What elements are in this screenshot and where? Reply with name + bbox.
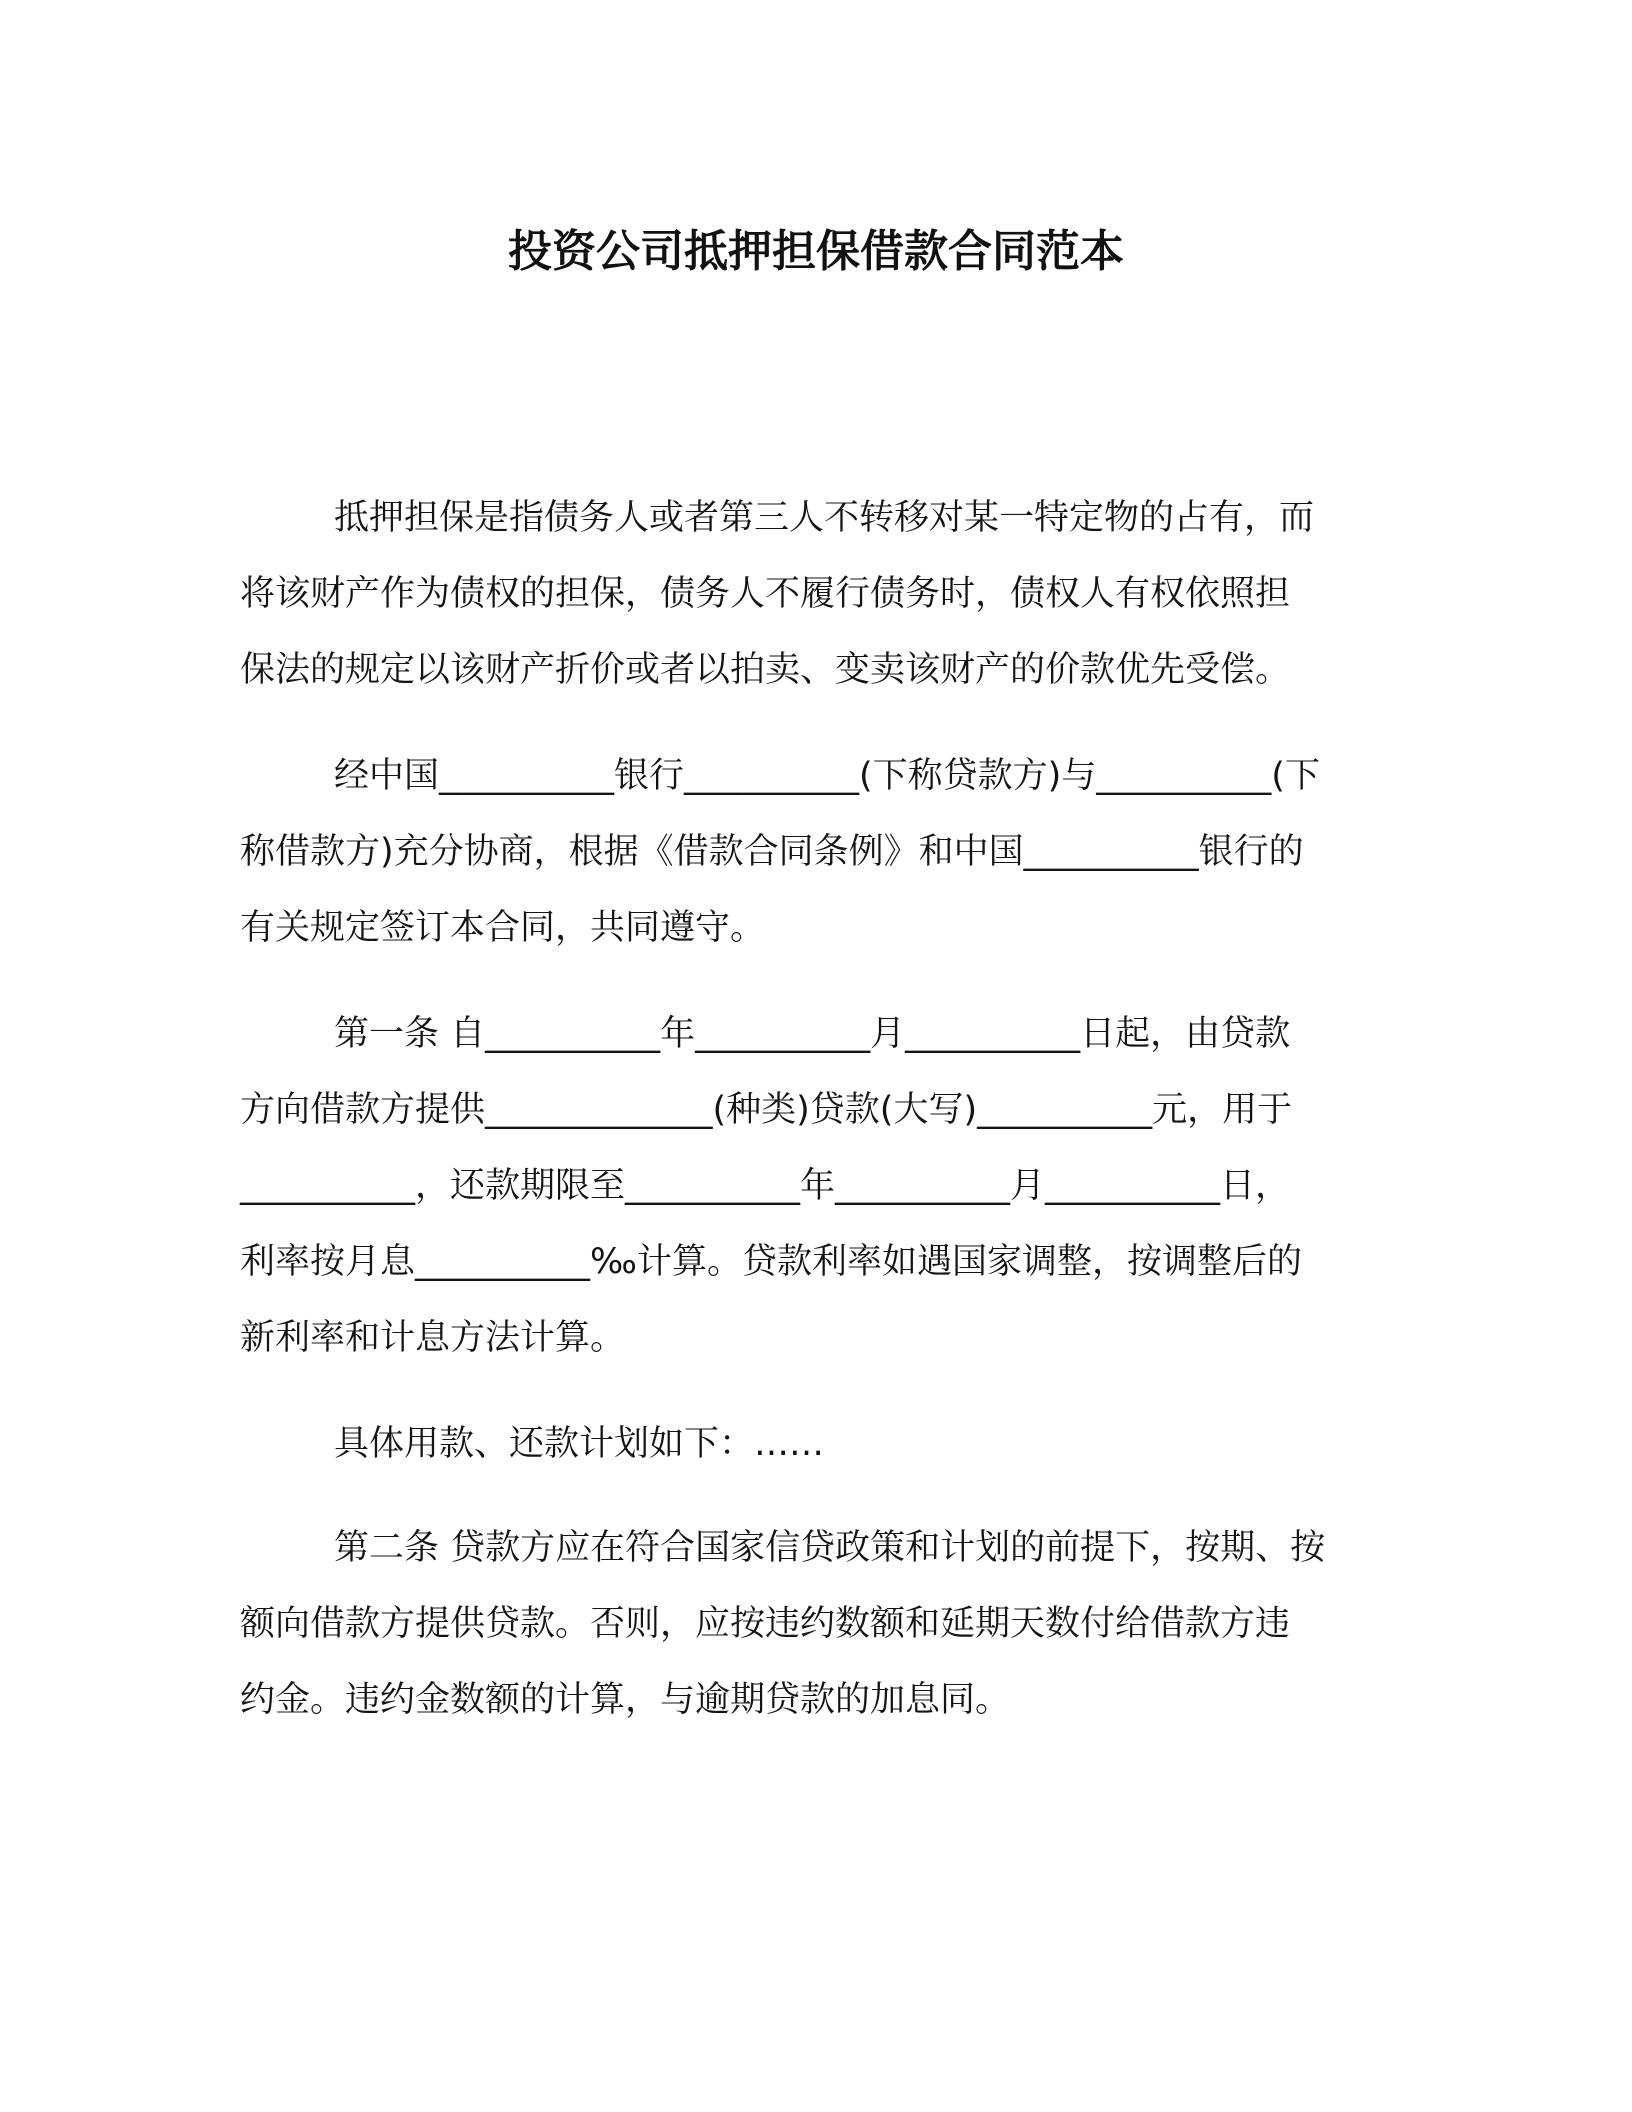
paragraph-line: 保法的规定以该财产折价或者以拍卖、变卖该财产的价款优先受偿。 [240,650,1291,690]
paragraph-line: 方向借款方提供_____________(种类)贷款(大写)__________元，用于 [240,1090,1293,1130]
paragraph-line: 额向借款方提供贷款。否则，应按违约数额和延期天数付给借款方违 [240,1604,1291,1644]
paragraph-line: 利率按月息__________‰计算。贷款利率如遇国家调整，按调整后的 [240,1242,1302,1282]
paragraph-line: 有关规定签订本合同，共同遵守。 [240,908,766,948]
paragraph-line: 称借款方)充分协商，根据《借款合同条例》和中国__________银行的 [240,832,1304,872]
paragraph-line: 经中国__________银行__________(下称贷款方)与__________(下 [334,756,1320,796]
paragraph-line: 将该财产作为债权的担保，债务人不履行债务时，债权人有权依照担 [240,574,1291,614]
document-title: 投资公司抵押担保借款合同范本 [508,226,1124,277]
paragraph-line: __________，还款期限至__________年__________月__________日， [240,1166,1291,1206]
paragraph-line: 具体用款、还款计划如下：…… [334,1424,825,1464]
paragraph-line: 第二条 贷款方应在符合国家信贷政策和计划的前提下，按期、按 [334,1528,1326,1568]
paragraph-line: 新利率和计息方法计算。 [240,1318,626,1358]
paragraph-line: 抵押担保是指债务人或者第三人不转移对某一特定物的占有，而 [334,498,1315,538]
paragraph-line: 约金。违约金数额的计算，与逾期贷款的加息同。 [240,1680,1011,1720]
paragraph-line: 第一条 自__________年__________月__________日起，由贷款 [334,1014,1291,1054]
